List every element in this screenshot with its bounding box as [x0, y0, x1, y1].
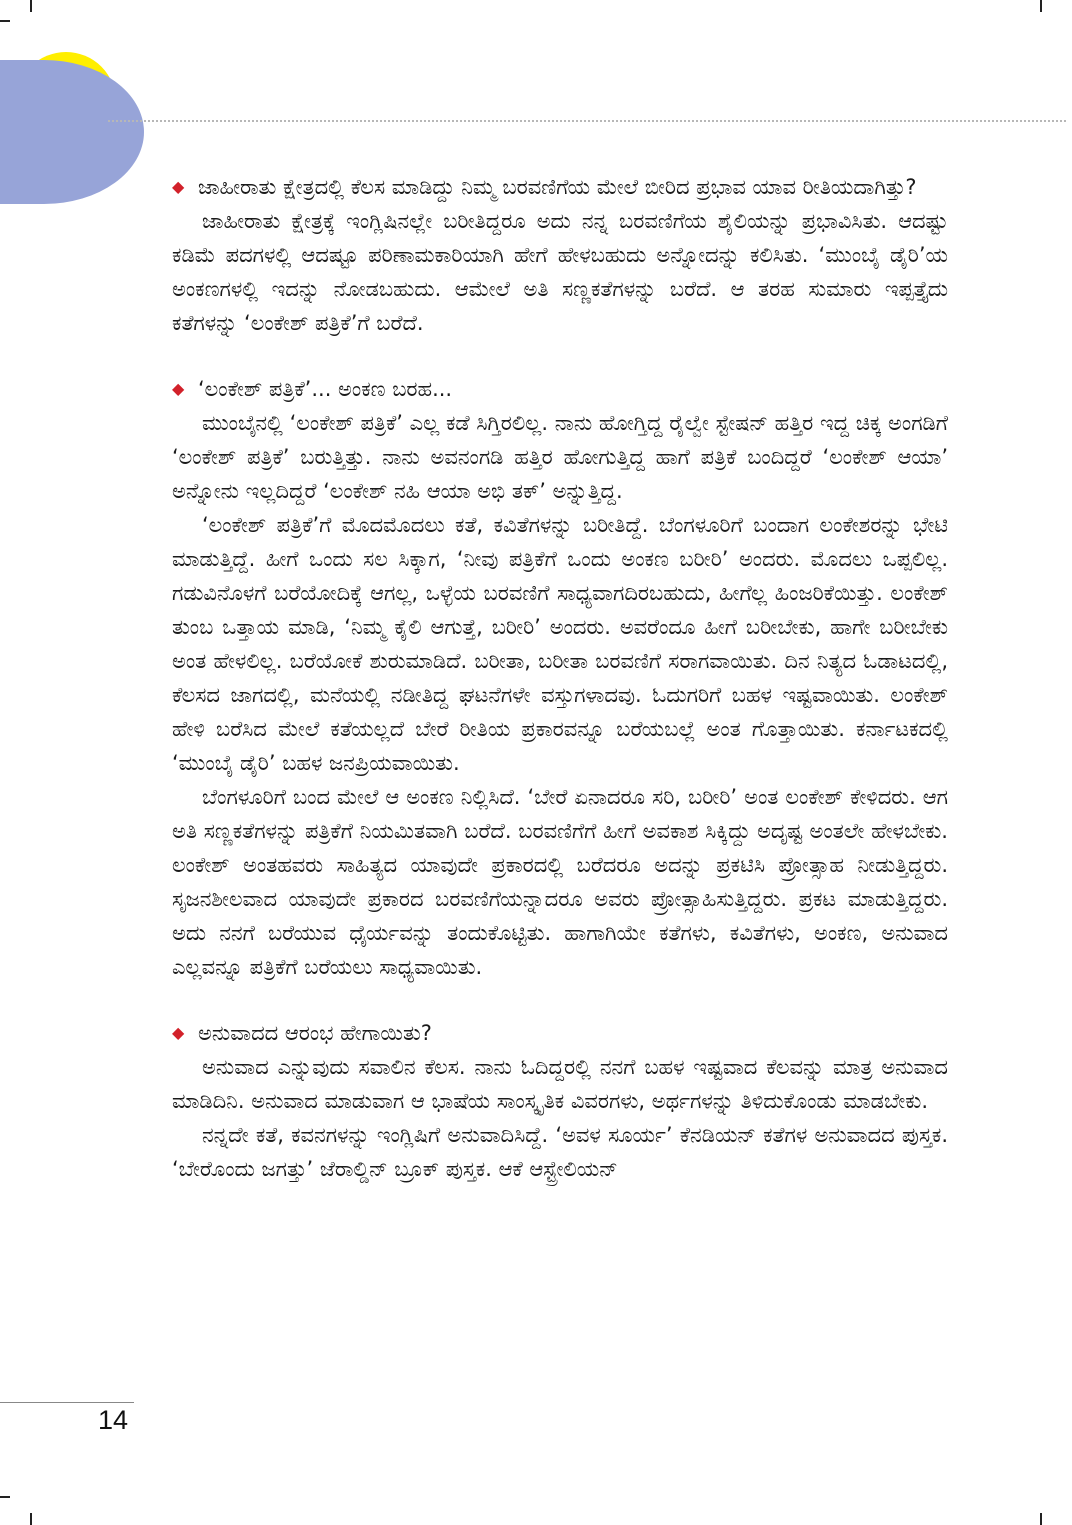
question-heading [172, 372, 948, 406]
question-text: ಜಾಹೀರಾತು ಕ್ಷೇತ್ರದಲ್ಲಿ ಕೆಲಸ ಮಾಡಿದ್ದು ನಿಮ್ಮ ಬರವಣಿಗೆಯ ಮೇಲೆ ಬೀರಿದ ಪ್ರಭಾವ ಯಾವ ರೀತಿಯದಾಗಿತ್ತು? [198, 175, 917, 199]
paragraph: ನನ್ನದೇ ಕತೆ, ಕವನಗಳನ್ನು ಇಂಗ್ಲಿಷಿಗೆ ಅನುವಾದಿಸಿದ್ದೆ. ‘ಅವಳ ಸೂರ್ಯ’ ಕೆನಡಿಯನ್ ಕತೆಗಳ ಅನುವಾದದ ಪುಸ್ತಕ. ‘ಬೇರೊಂದು ಜಗತ್ತು’ ಜೆರಾಲ್ಡಿನ್ ಬ್ರೂಕ್ ಪುಸ್ತಕ. ಆಕೆ ಆಸ್ಟ್ರೇಲಿಯನ್ [172, 1123, 948, 1181]
crop-mark [0, 20, 10, 22]
crop-mark [0, 1496, 10, 1498]
decorative-blue-half-circle [0, 60, 144, 204]
crop-mark [30, 1513, 32, 1525]
crop-mark [1040, 1513, 1042, 1525]
paragraph: ಜಾಹೀರಾತು ಕ್ಷೇತ್ರಕ್ಕೆ ಇಂಗ್ಲಿಷಿನಲ್ಲೇ ಬರೀತಿದ್ದರೂ ಅದು ನನ್ನ ಬರವಣಿಗೆಯ ಶೈಲಿಯನ್ನು ಪ್ರಭಾವಿಸಿತು. ಆದಷ್ಟು ಕಡಿಮೆ ಪದಗಳಲ್ಲಿ ಆದಷ್ಟೂ ಪರಿಣಾಮಕಾರಿಯಾಗಿ ಹೇಗೆ ಹೇಳಬಹುದು ಅನ್ನೋದನ್ನು ಕಲಿಸಿತು. ‘ಮುಂಬೈ ಡೈರಿ’ಯ ಅಂಕಣಗಳಲ್ಲಿ ಇದನ್ನು ನೋಡಬಹುದು. ಆಮೇಲೆ ಅತಿ ಸಣ್ಣಕತೆಗಳನ್ನು ಬರೆದೆ. ಆ ತರಹ ಸುಮಾರು ಇಪ್ಪತ್ತೈದು ಕತೆಗಳನ್ನು ‘ಲಂಕೇಶ್ ಪತ್ರಿಕೆ’ಗೆ ಬರೆದೆ. [172, 209, 948, 335]
paragraph: ಮುಂಬೈನಲ್ಲಿ ‘ಲಂಕೇಶ್ ಪತ್ರಿಕೆ’ ಎಲ್ಲ ಕಡೆ ಸಿಗ್ತಿರಲಿಲ್ಲ. ನಾನು ಹೋಗ್ತಿದ್ದ ರೈಲ್ವೇ ಸ್ಟೇಷನ್ ಹತ್ತಿರ ಇದ್ದ ಚಿಕ್ಕ ಅಂಗಡಿಗೆ ‘ಲಂಕೇಶ್ ಪತ್ರಿಕೆ’ ಬರುತ್ತಿತ್ತು. ನಾನು ಅವನಂಗಡಿ ಹತ್ತಿರ ಹೋಗುತ್ತಿದ್ದ ಹಾಗೆ ಪತ್ರಿಕೆ ಬಂದಿದ್ದರೆ ‘ಲಂಕೇಶ್ ಆಯಾ’ ಅನ್ನೋನು ಇಲ್ಲದಿದ್ದರೆ ‘ಲಂಕೇಶ್ ನಹಿ ಆಯಾ ಅಭಿ ತಕ್’ ಅನ್ನುತ್ತಿದ್ದ. [172, 411, 948, 503]
crop-mark [1040, 0, 1042, 12]
paragraph: ಬೆಂಗಳೂರಿಗೆ ಬಂದ ಮೇಲೆ ಆ ಅಂಕಣ ನಿಲ್ಲಿಸಿದೆ. ‘ಬೇರೆ ಏನಾದರೂ ಸರಿ, ಬರೀರಿ’ ಅಂತ ಲಂಕೇಶ್ ಕೇಳಿದರು. ಆಗ ಅತಿ ಸಣ್ಣಕತೆಗಳನ್ನು ಪತ್ರಿಕೆಗೆ ನಿಯಮಿತವಾಗಿ ಬರೆದೆ. ಬರವಣಿಗೆಗೆ ಹೀಗೆ ಅವಕಾಶ ಸಿಕ್ಕಿದ್ದು ಅದೃಷ್ಟ ಅಂತಲೇ ಹೇಳಬೇಕು. ಲಂಕೇಶ್ ಅಂತಹವರು ಸಾಹಿತ್ಯದ ಯಾವುದೇ ಪ್ರಕಾರದಲ್ಲಿ ಬರೆದರೂ ಅದನ್ನು ಪ್ರಕಟಿಸಿ ಪ್ರೋತ್ಸಾಹ ನೀಡುತ್ತಿದ್ದರು. ಸೃಜನಶೀಲವಾದ ಯಾವುದೇ ಪ್ರಕಾರದ ಬರವಣಿಗೆಯನ್ನಾದರೂ ಅವರು ಪ್ರೋತ್ಸಾಹಿಸುತ್ತಿದ್ದರು. ಪ್ರಕಟ ಮಾಡುತ್ತಿದ್ದರು. ಅದು ನನಗೆ ಬರೆಯುವ ಧೈರ್ಯವನ್ನು ತಂದುಕೊಟ್ಟಿತು. ಹಾಗಾಗಿಯೇ ಕತೆಗಳು, ಕವಿತೆಗಳು, ಅಂಕಣ, ಅನುವಾದ ಎಲ್ಲವನ್ನೂ ಪತ್ರಿಕೆಗೆ ಬರೆಯಲು ಸಾಧ್ಯವಾಯಿತು. [172, 785, 948, 979]
header-dotted-rule [108, 120, 1066, 122]
crop-mark [30, 0, 32, 12]
article-body [172, 170, 948, 1186]
section-translation [172, 1016, 948, 1186]
red-diamond-icon: ◆ [172, 1023, 185, 1042]
question-heading [172, 170, 948, 204]
question-text: ‘ಲಂಕೇಶ್ ಪತ್ರಿಕೆ’... ಅಂಕಣ ಬರಹ... [198, 377, 453, 401]
red-diamond-icon: ◆ [172, 379, 185, 398]
paragraph: ‘ಲಂಕೇಶ್ ಪತ್ರಿಕೆ’ಗೆ ಮೊದಮೊದಲು ಕತೆ, ಕವಿತೆಗಳನ್ನು ಬರೀತಿದ್ದೆ. ಬೆಂಗಳೂರಿಗೆ ಬಂದಾಗ ಲಂಕೇಶರನ್ನು ಭೇಟಿ ಮಾಡುತ್ತಿದ್ದೆ. ಹೀಗೆ ಒಂದು ಸಲ ಸಿಕ್ಕಾಗ, ‘ನೀವು ಪತ್ರಿಕೆಗೆ ಒಂದು ಅಂಕಣ ಬರೀರಿ’ ಅಂದರು. ಮೊದಲು ಒಪ್ಪಲಿಲ್ಲ. ಗಡುವಿನೊಳಗೆ ಬರೆಯೋದಿಕ್ಕೆ ಆಗಲ್ಲ, ಒಳ್ಳೆಯ ಬರವಣಿಗೆ ಸಾಧ್ಯವಾಗದಿರಬಹುದು, ಹೀಗೆಲ್ಲ ಹಿಂಜರಿಕೆಯಿತ್ತು. ಲಂಕೇಶ್ ತುಂಬ ಒತ್ತಾಯ ಮಾಡಿ, ‘ನಿಮ್ಮ ಕೈಲಿ ಆಗುತ್ತೆ, ಬರೀರಿ’ ಅಂದರು. ಅವರೆಂದೂ ಹೀಗೆ ಬರೀಬೇಕು, ಹಾಗೇ ಬರೀಬೇಕು ಅಂತ ಹೇಳಲಿಲ್ಲ. ಬರೆಯೋಕೆ ಶುರುಮಾಡಿದೆ. ಬರೀತಾ, ಬರೀತಾ ಬರವಣಿಗೆ ಸರಾಗವಾಯಿತು. ದಿನ ನಿತ್ಯದ ಓಡಾಟದಲ್ಲಿ, ಕೆಲಸದ ಜಾಗದಲ್ಲಿ, ಮನೆಯಲ್ಲಿ ನಡೀತಿದ್ದ ಘಟನೆಗಳೇ ವಸ್ತುಗಳಾದವು. ಓದುಗರಿಗೆ ಬಹಳ ಇಷ್ಟವಾಯಿತು. ಲಂಕೇಶ್ ಹೇಳಿ ಬರೆಸಿದ ಮೇಲೆ ಕತೆಯಲ್ಲದೆ ಬೇರೆ ರೀತಿಯ ಪ್ರಕಾರವನ್ನೂ ಬರೆಯಬಲ್ಲೆ ಅಂತ ಗೊತ್ತಾಯಿತು. ಕರ್ನಾಟಕದಲ್ಲಿ ‘ಮುಂಬೈ ಡೈರಿ’ ಬಹಳ ಜನಪ್ರಿಯವಾಯಿತು. [172, 513, 948, 775]
section-lankesh-column [172, 372, 948, 984]
question-text: ಅನುವಾದದ ಆರಂಭ ಹೇಗಾಯಿತು? [198, 1021, 432, 1045]
section-advertising [172, 170, 948, 340]
red-diamond-icon: ◆ [172, 177, 185, 196]
question-heading [172, 1016, 948, 1050]
page-number: 14 [98, 1405, 129, 1435]
paragraph: ಅನುವಾದ ಎನ್ನುವುದು ಸವಾಲಿನ ಕೆಲಸ. ನಾನು ಓದಿದ್ದರಲ್ಲಿ ನನಗೆ ಬಹಳ ಇಷ್ಟವಾದ ಕೆಲವನ್ನು ಮಾತ್ರ ಅನುವಾದ ಮಾಡಿದಿನಿ. ಅನುವಾದ ಮಾಡುವಾಗ ಆ ಭಾಷೆಯ ಸಾಂಸ್ಕೃತಿಕ ವಿವರಗಳು, ಅರ್ಥಗಳನ್ನು ತಿಳಿದುಕೊಂಡು ಮಾಡಬೇಕು. [172, 1055, 948, 1113]
footer-rule [0, 1402, 134, 1403]
